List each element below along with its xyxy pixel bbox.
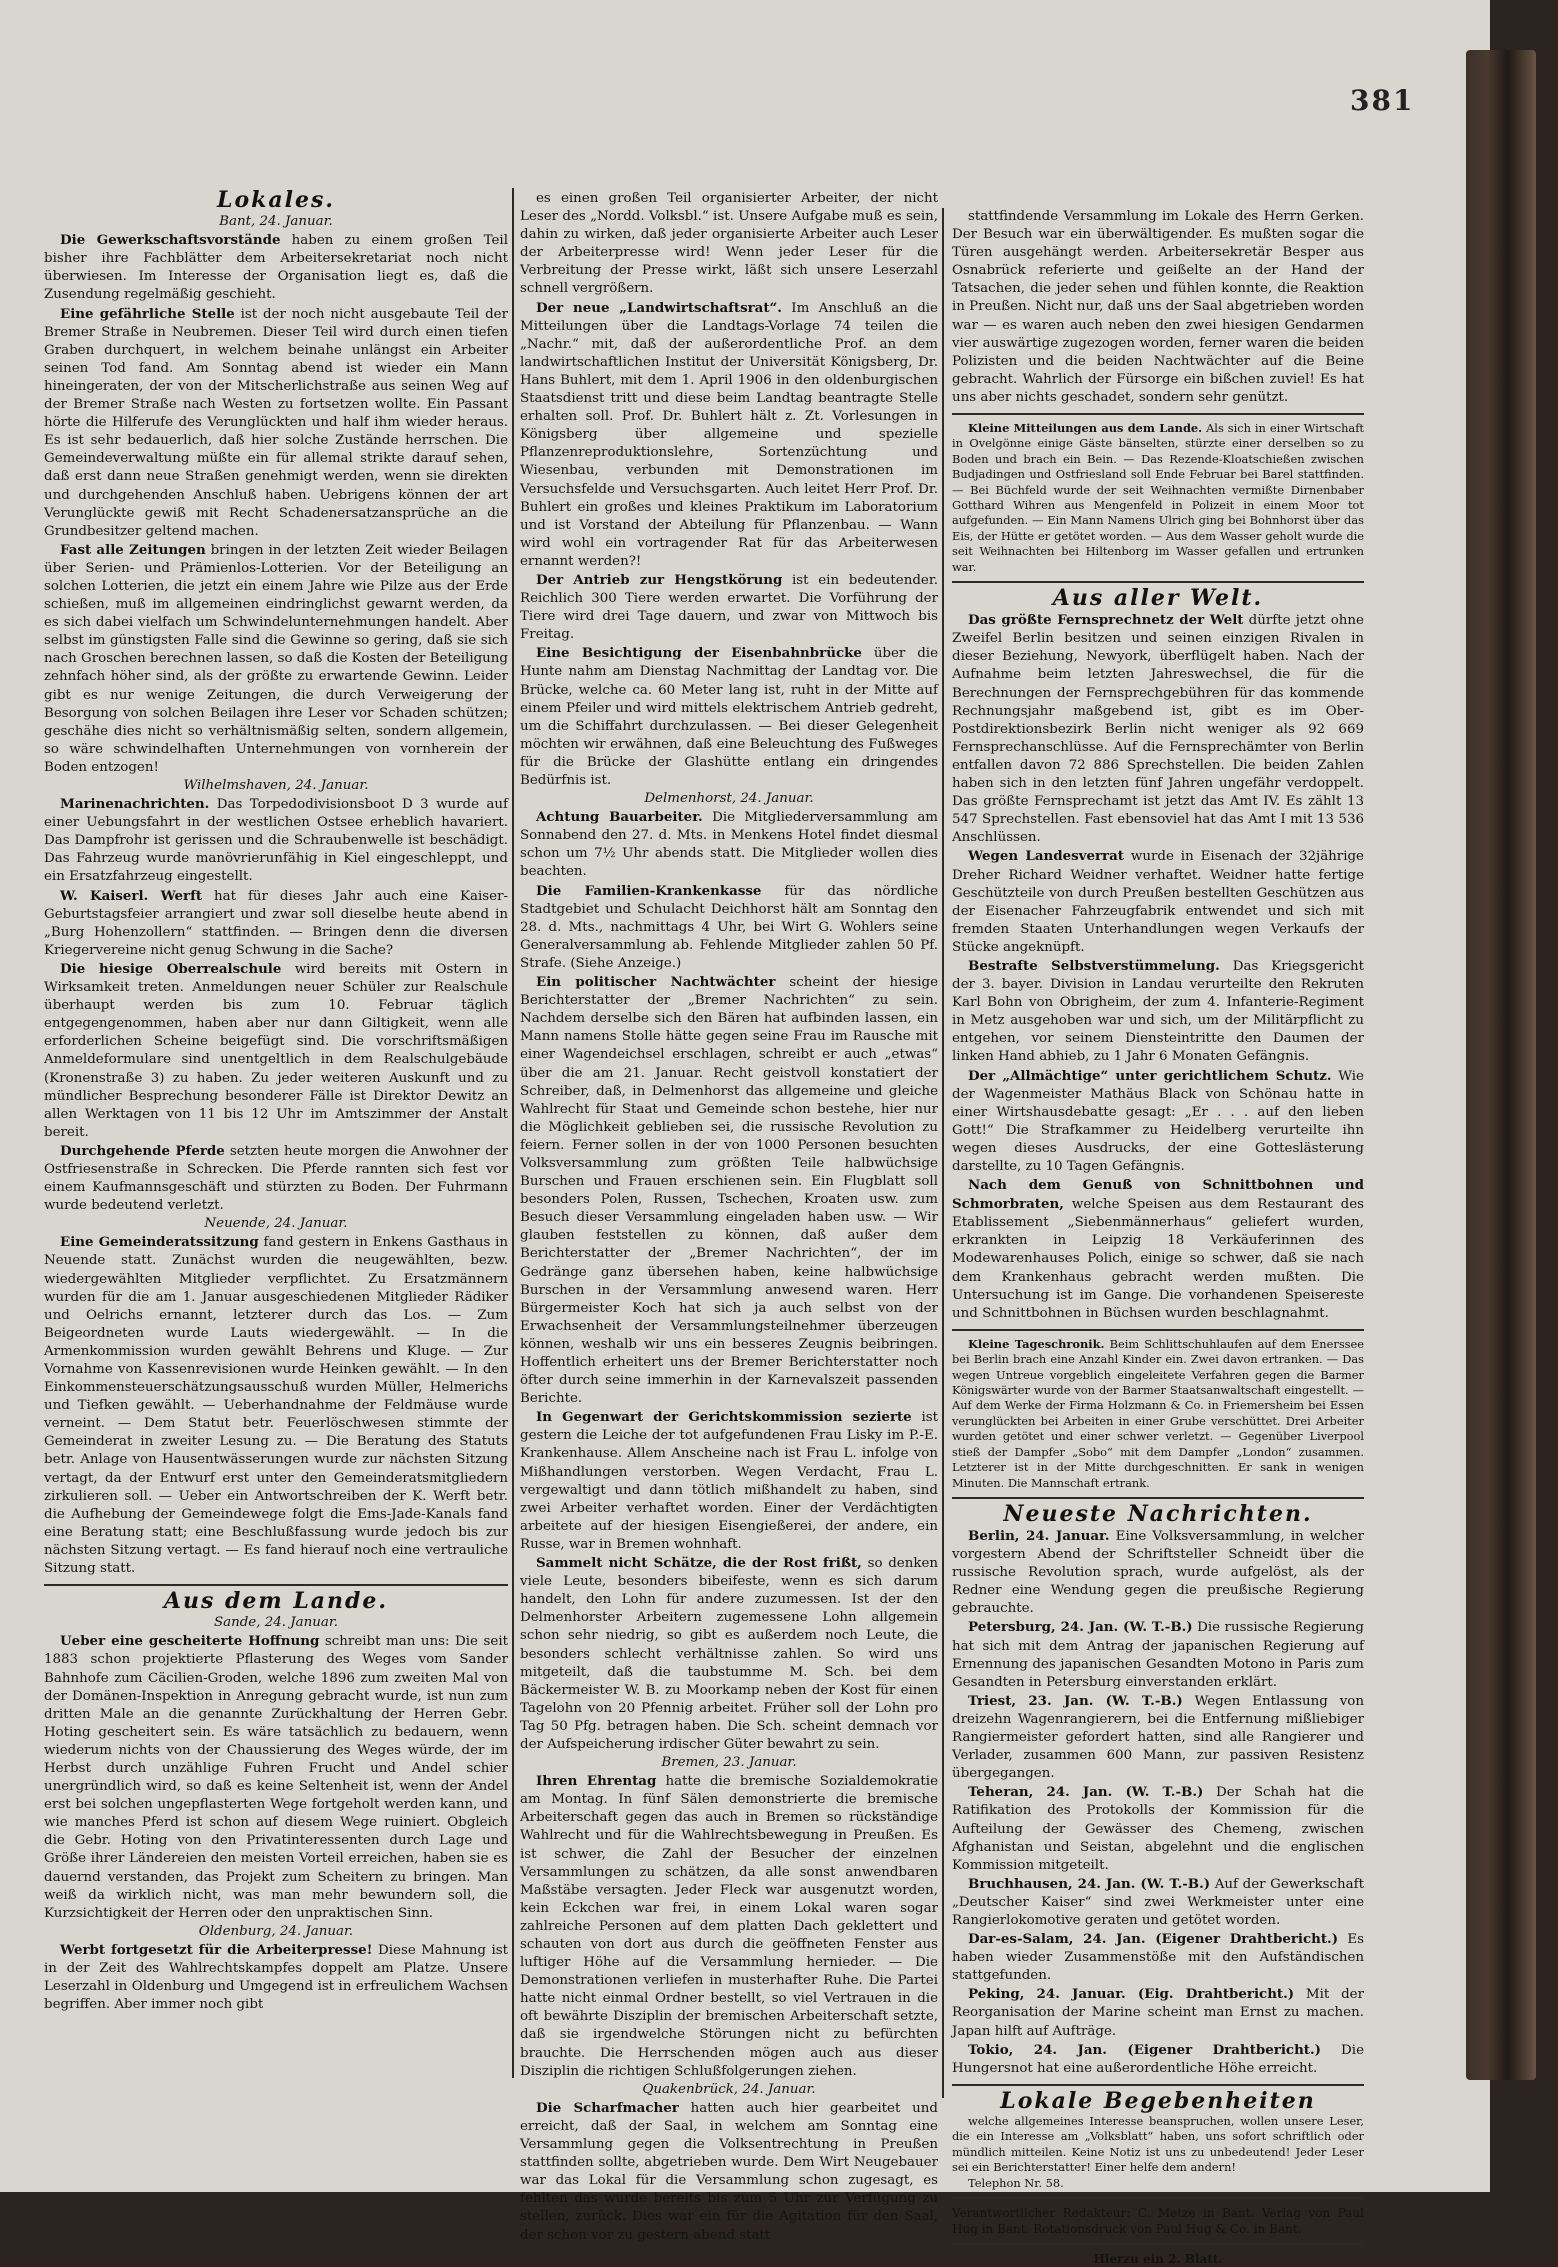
dateline: Sande, 24. Januar. [213,1615,339,1631]
section-title-aus-dem-lande: Aus dem Lande. [163,1588,389,1615]
article: Ein politischer Nachtwächter scheint der hiesige Berichterstatter der „Bremer Nachrichten“ zu sein. Nachdem derselbe sich den Bären hat aufbinden lassen, ein Mann namens Stolle hätte gegen seine Frau im Rausche mit einer Wagendeichsel erschlagen, schreibt er auch „etwas“ über die am 21. Januar. Recht geistvoll konstatiert der Schreiber, daß, in Delmenhorst das allgemeine und gleiche Wahlrecht für Staat und Gemeinde schon bestehe, hier nur die Möglichkeit geblieben sei, die russische Revolution zu feiern. Ferner sollen in der von 1000 Personen besuchten Volksversammlung zum größten Teile halbwüchsige Burschen und Frauen erschienen sein. Ein Flugblatt soll besonders Polen, Russen, Tschechen, Kroaten usw. zum Besuch dieser Versammlung eingeladen haben usw. — Wir glauben feststellen zu können, daß außer dem Berichterstatter der „Bremer Nachrichten“, der im Gedränge ganz übersehen haben, keine halbwüchsige Burschen in der Versammlung anwesend waren. Herr Bürgermeister Koch hat sich ja auch selbst von der Erwachsenheit der Versammlungsteilnehmer überzeugen können, weshalb wir uns ein besseres Zeugnis beibringen. Hoffentlich erheitert uns der Bremer Berichterstatter noch öfter durch seine immerhin in der Karnevalszeit passenden Berichte. [520,974,938,1407]
article: Eine Besichtigung der Eisenbahnbrücke über die Hunte nahm am Dienstag Nachmittag der Landtag vor. Die Brücke, welche ca. 60 Meter lang ist, ruht in der Mitte auf einem Pfeiler und wird mittels elektrischem Antrieb gedreht, um die Schiffahrt durchzulassen. — Bei dieser Gelegenheit möchten wir erwähnen, daß eine Beleuchtung des Fußweges für die Brücke der Glashütte entlang ein dringendes Bedürfnis ist. [520,645,939,788]
news-item: Berlin, 24. Januar. Eine Volksversammlung, in welcher vorgestern Abend der Schriftsteller Schneidt über die russische Revolution sprach, wurde aufgelöst, als der Redner eine Wendung gegen die preußische Regierung gebrauchte. [952,1528,1365,1617]
section-divider [44,1584,508,1586]
section-divider [952,2197,1364,2199]
dateline: Bremen, 23. Januar. [661,1755,797,1771]
news-item: Tokio, 24. Jan. (Eigener Drahtbericht.) Die Hungersnot hat eine außerordentliche Höhe erreicht. [952,2041,1364,2076]
news-item: Petersburg, 24. Jan. (W. T.-B.) Die russische Regierung hat sich mit dem Antrag der japanischen Regierung auf Ernennung des japanischen Gesandten Motono in Paris zum Gesandten in Petersburg einverstanden erklärt. [952,1619,1365,1690]
news-item: Triest, 23. Jan. (W. T.-B.) Wegen Entlassung von dreizehn Wagenrangierern, bei die Entfernung mißliebiger Rangiermeister gefordert hatten, sind alle Rangierer und Verlader, zusammen 600 Mann, zur passiven Resistenz übergegangen. [952,1692,1364,1782]
article: Ueber eine gescheiterte Hoffnung schreibt man uns: Die seit 1883 schon projektierte Pflasterung des Weges vom Sander Bahnhofe zum Cäcilien-Groden, welche 1896 zum zweiten Mal von der Domänen-Inspektion in Anregung gebracht wurde, ist nun zum dritten Male an die genannte Zurückhaltung der Herren Gebr. Hoting gescheitert sein. Es wäre tatsächlich zu bedauern, wenn wiederum nichts von der Chaussierung des Weges würde, der im Herbst durch unzählige Fuhren Frucht und Andel schier unergründlich wird, so daß es keine Seltenheit ist, wenn der Andel erst bei solchen ungepflasterten Wege fortgeholt werden kann, und wie manches Pferd ist schon auf diesem Wege ruiniert. Obgleich die Gebr. Hoting von den Privatinteressenten durch Lage und Größe ihrer Ländereien den meisten Vorteil erreichen, haben sie es dauernd verstanden, das Projekt zum Scheitern zu bringen. Man weiß da wirklich nicht, was man mehr bewundern soll, die Kurzsichtigkeit der Herren oder den unpraktischen Sinn. [44,1633,508,1921]
dateline: Quakenbrück, 24. Januar. [642,2081,816,2097]
section-title-lokales: Lokales. [216,187,336,213]
dateline: Oldenburg, 24. Januar. [198,1923,354,1939]
article: Die Scharfmacher hatten auch hier gearbeitet und erreicht, daß der Saal, in welchem am Sonntag eine Versammlung gegen die Volksentrechtung in Preußen stattfinden sollte, abgetrieben wurde. Dem Wirt Neugebauer war das Lokal für die Versammlung schon zugesagt, es fehlten das wurde bereits bis zum 5 Uhr zur Verfügung zu stellen, zurück. Dies war ein für die Agitation für den Saal, der schon vor zu gestern abend statt [520,2099,938,2243]
article: Der neue „Landwirtschaftsrat“. Im Anschluß an die Mitteilungen über die Landtags-Vorlage 74 teilen die „Nachr.“ mit, daß der außerordentliche Prof. an dem landwirtschaftlichen Institut der Universität Königsberg, Dr. Hans Buhlert, mit dem 1. April 1906 in den oldenburgischen Staatsdienst tritt und diese beim Landtag beantragte Stelle erhalten soll. Prof. Dr. Buhlert hält z. Zt. Vorlesungen in Königsberg über allgemeine und spezielle Pflanzenreproduktionslehre, Sortenzüchtung und Wiesenbau, verbunden mit Demonstrationen im Versuchsfelde und Versuchsgarten. Auch leitet Herr Prof. Dr. Buhlert ein großes und kleines Praktikum im Laboratorium und ist Vorstand der Abteilung für Pflanzenbau. — Wann wird wohl ein vortragender Rat für das Arbeiterwesen ernannt werden?! [520,299,938,569]
section-divider [952,2243,1364,2245]
article: Ihren Ehrentag hatte die bremische Sozialdemokratie am Montag. In fünf Sälen demonstrierte die bremische Arbeiterschaft gegen das auch in Bremen so rückständige Wahlrecht und für die Wahlrechtsbewegung in Preußen. Es ist schwer, die Zahl der Besucher der einzelnen Versammlungen zu schätzen, da alle sonst anwendbaren Maßstäbe versagten. Jeder Fleck war ausgenutzt worden, kein Eckchen war frei, in einem Lokal waren sogar zahlreiche Personen auf dem platten Dach geklettert und schauten von dort aus durch die geöffneten Fenster aus luftiger Höhe auf die Versammlung hernieder. — Die Demonstrationen verliefen in musterhafter Ruhe. Die Partei hatte nicht einmal Ordner bestellt, so viel Vertrauen in die oft bewährte Disziplin der bremischen Arbeiterschaft setzte, daß sie irgendwelche Störungen nicht zu befürchten brauchte. Die Herrschenden mögen auch aus dieser Disziplin die richtigen Schlußfolgerungen ziehen. [520,1773,938,2079]
article: W. Kaiserl. Werft hat für dieses Jahr auch eine Kaiser-Geburtstagsfeier arrangiert und zwar soll dieselbe heute abend in „Burg Hohenzollern“ stattfinden. — Bringen denn die diversen Kriegervereine nicht genug Schwung in die Sache? [44,887,508,958]
dateline: Neuende, 24. Januar. [204,1216,348,1232]
section-divider [952,413,1364,415]
article: Fast alle Zeitungen bringen in der letzten Zeit wieder Beilagen über Serien- und Prämienlos-Lotterien. Vor der Beteiligung an solchen Lotterien, die jetzt ein einem Jahre wie Pilze aus der Erde schießen, muß im allgemeinen eindringlichst gewarnt werden, da es sich dabei vielfach um Schwindelunternehmungen handelt. Aber selbst im günstigsten Falle sind die Gewinne so gering, daß sie sich nach Groschen berechnen lassen, so daß die Kosten der Beteiligung zehnfach höher sind, als der größte zu erwartende Gewinn. Leider gibt es nur wenige Zeitungen, die durch Verweigerung der Besorgung von solchen Beilagen ihre Leser vor Schaden schützen; geschähe dies nicht so verhältnismäßig selten, sondern allgemein, so wäre schwindelhaften Unternehmungen von vornherein der Boden entzogen! [44,541,508,775]
column-2 [520,190,939,2243]
column-rule [512,188,514,2078]
section-title-lokale-begebenheiten: Lokale Begebenheiten [1000,2087,1316,2114]
column-1 [44,185,508,2075]
section-divider [952,1329,1364,1331]
news-item: Teheran, 24. Jan. (W. T.-B.) Der Schah hat die Ratifikation des Protokolls der Kommission für die Aufteilung der Gewässer des Chemeng, zwischen Afghanistan und Seistan, abgelehnt und die englischen Kommission mitgeteilt. [952,1784,1364,1873]
article: Nach dem Genuß von Schnittbohnen und Schmorbraten, welche Speisen aus dem Restaurant des Etablissement „Siebenmännerhaus“ geliefert wurden, erkrankten in Leipzig 18 Verkäuferinnen des Modewarenhauses Polich, einige so schwer, daß sie nach dem Krankenhaus gebracht werden mußten. Die Untersuchung ist im Gange. Die vorhandenen Speisereste und Schnittbohnen in Büchsen wurden beschlagnahmt. [952,1177,1364,1321]
article: Achtung Bauarbeiter. Die Mitgliederversammlung am Sonnabend den 27. d. Mts. in Menkens Hotel findet diesmal schon um 7½ Uhr abends statt. Die Mitglieder wollen dies beachten. [520,809,939,880]
article: In Gegenwart der Gerichtskommission sezierte ist gestern die Leiche der tot aufgefundenen Frau Lisky im P.-E. Krankenhause. Allem Anscheine nach ist Frau L. infolge von Mißhandlungen verstorben. Wegen Verdacht, Frau L. vergewaltigt und dann tötlich mißhandelt zu haben, sind zwei Arbeiter verhaftet worden. Einer der Verdächtigten arbeitete auf der hiesigen Eisengießerei, der andere, ein Russe, war in Bremen wohnhaft. [520,1409,938,1552]
reader-appeal: welche allgemeines Interesse beanspruchen, wollen unsere Leser, die ein Interesse am „Volksblatt“ haben, uns sofort schriftlich oder mündlich mitteilen. Keine Notiz ist uns zu unbedeutend! Jeder Leser sei ein Berichterstatter! Einer helfe dem andern! [952,2113,1364,2175]
article: es einen großen Teil organisierter Arbeiter, der nicht Leser des „Nordd. Volksbl.“ ist. Unsere Aufgabe muß es sein, dahin zu wirken, daß jeder organisierte Arbeiter auch Leser der Arbeiterpresse wird! Wenn jeder Leser für die Verbreitung der Presse wirkt, läßt sich unsere Leserzahl schnell vergrößern. [520,191,938,297]
article: Marinenachrichten. Das Torpedodivisionsboot D 3 wurde auf einer Uebungsfahrt in der westlichen Ostsee erheblich havariert. Das Dampfrohr ist gerissen und die Schraubenwelle ist beschädigt. Das Fahrzeug wurde manövrierunfähig in Kiel eingeschleppt, und ein Ersatzfahrzeug eingestellt. [44,796,508,885]
section-title-neueste-nachrichten: Neueste Nachrichten. [1003,1500,1313,1527]
article: Die hiesige Oberrealschule wird bereits mit Ostern in Wirksamkeit treten. Anmeldungen neuer Schüler zur Realschule überhaupt werden bis zum 10. Februar täglich entgegengenommen, haben aber nur dann Giltigkeit, wenn alle erforderlichen Scheine beigefügt sind. Die vorschriftsmäßigen Anmeldeformulare sind unentgeltlich in dem Realschulgebäude (Kronenstraße 3) zu haben. Zu jeder weiteren Auskunft und zu mündlicher Besprechung besonderer Fälle ist Direktor Dewitz an allen Werktagen von 11 bis 12 Uhr im Amtszimmer der Anstalt bereit. [44,960,508,1140]
supplement-note: Hierzu ein 2. Blatt. [1093,2251,1223,2266]
column-rule [942,208,944,2098]
news-item: Dar-es-Salam, 24. Jan. (Eigener Drahtbericht.) Es haben wieder Zusammenstöße mit den Aufständischen stattgefunden. [952,1931,1364,1984]
short-notes: Kleine Mitteilungen aus dem Lande. Als sich in einer Wirtschaft in Ovelgönne einige Gäste bänselten, stürzte einer derselben so zu Boden und brach ein Bein. — Das Rezende-Kloatschießen zwischen Budjadingen und Ostfriesland soll Ende Februar bei Barel stattfinden. — Bei Büchfeld wurde der seit Weihnachten vermißte Dirnenbaber Gotthard Wihren aus Mengenfeld in Polizeit in einem Moor tot aufgefunden. — Ein Mann Namens Ulrich ging bei Bohnhorst über das Eis, der Hütte er getötet worden. — Aus dem Wasser geholt wurde die seit Weihnachten bei Hiltenborg im Wasser gefallen und ertrunken war. [952,421,1365,574]
section-divider [952,2084,1364,2086]
article: Wegen Landesverrat wurde in Eisenach der 32jährige Dreher Richard Weidner verhaftet. Weidner hatte fertige Geschützteile von durch Preußen bestellten Geschützen aus der Eisenacher Fahrzeugfabrik entwendet und sich mit fremden Staaten Unterhandlungen wegen Verkaufs der Stücke angeknüpft. [952,848,1364,955]
book-binding [1466,50,1536,2080]
telephone-number: Telephon Nr. 58. [968,2175,1064,2190]
article: Das größte Fernsprechnetz der Welt dürfte jetzt ohne Zweifel Berlin besitzen und seinen einzigen Rivalen in dieser Beziehung, Newyork, überflügelt haben. Nach der Aufnahme beim letzten Jahreswechsel, die für die Berechnungen der Fernsprechgebühren für das kommende Rechnungsjahr maßgebend ist, gibt es im Ober-Postdirektionsbezirk Berlin nicht weniger als 92 669 Fernsprechanschlüsse. Auf die Fernsprechämter von Berlin entfallen davon 72 886 Sprechstellen. Die beiden Zahlen haben sich in den letzten fünf Jahren ungefähr verdoppelt. Das größte Fernsprechamt ist jetzt das Amt IV. Es zählt 13 547 Sprechstellen. Fast ebensoviel hat das Amt I mit 13 536 Anschlüssen. [952,612,1364,846]
news-item: Bruchhausen, 24. Jan. (W. T.-B.) Auf der Gewerkschaft „Deutscher Kaiser“ sind zwei Werkmeister unter eine Rangierlokomotive geraten und getötet worden. [952,1875,1364,1928]
page-number: 381 [1350,84,1415,117]
article: Der „Allmächtige“ unter gerichtlichem Schutz. Wie der Wagenmeister Mathäus Black von Schönau hatte in einer Wirtshausdebatte gesagt: „Er . . . auf den lieben Gott!“ Die Strafkammer zu Heidelberg verurteilte ihn wegen dieses Ausdrucks, der eine Gotteslästerung darstellte, zu 10 Tagen Gefängnis. [952,1067,1364,1174]
article: Durchgehende Pferde setzten heute morgen die Anwohner der Ostfriesenstraße in Schrecken. Die Pferde rannten sich fest vor einem Kaufmannsgeschäft und stürzten zu Boden. Der Fuhrmann wurde bedeutend verletzt. [44,1142,508,1214]
article: Eine Gemeinderatssitzung fand gestern in Enkens Gasthaus in Neuende statt. Zunächst wurden die neugewählten, bezw. wiedergewählten Mitglieder verpflichtet. Zu Ersatzmännern wurden für die am 1. Januar ausgeschiedenen Mitglieder Rädiker und Oelrichs ernannt, letzterer durch das Los. — Zum Beigeordneten wurde Lauts wiedergewählt. — In die Armenkommission wurden gewählt Behrens und Kluge. — Zur Vornahme von Kassenrevisionen wurde Heinken gewählt. — In den Einkommensteuerschätzungsausschuß wurden Müller, Helmerichs und Tiefken gewählt. — Ueberhandnahme der Feldmäuse wurde verneint. — Dem Statut betr. Feuerlöschwesen stimmte der Gemeinderat in zweiter Lesung zu. — Die Beratung des Statuts betr. Anlage von Hausentwässerungen wurde zur nächsten Sitzung vertagt, da der Entwurf erst unter den Gemeinderatsmitgliedern zirkulieren soll. — Ueber ein Antwortschreiben der K. Werft betr. die Aufhebung der Gemeindewege folgt die Ems-Jade-Kanals fand eine Beratung statt; eine Beschlußfassung wurde jedoch bis zur nächsten Sitzung vertagt. — Es fand hierauf noch eine vertrauliche Sitzung statt. [44,1234,508,1577]
section-divider [952,1497,1364,1499]
article: Der Antrieb zur Hengstkörung ist ein bedeutender. Reichlich 300 Tiere werden erwartet. Die Vorführung der Tiere wird drei Tage dauern, und zwar von Mittwoch bis Freitag. [520,571,938,643]
article: Die Familien-Krankenkasse für das nördliche Stadtgebiet und Schulacht Deichhorst hält am Sonntag den 28. d. Mts., nachmittags 4 Uhr, bei Wirt G. Wohlers seine Generalversammlung ab. Fehlende Mitglieder zahlen 50 Pf. Strafe. (Siehe Anzeige.) [520,882,938,971]
short-notes: Kleine Tageschronik. Beim Schlittschuhlaufen auf dem Enerssee bei Berlin brach eine Anzahl Kinder ein. Zwei davon ertranken. — Das wegen Untreue vorgeblich eingeleitete Verfahren gegen die Barmer Königswärter wurde von der Barmer Staatsanwaltschaft eingestellt. — Auf dem Werke der Firma Holzmann & Co. in Friemersheim bei Essen verunglückten bei Arbeiten in einer Grube verschüttet. Drei Arbeiter wurden getötet und einer schwer verletzt. — Gegenüber Liverpool stieß der Dampfer „Sobo“ mit dem Dampfer „London“ zusammen. Letzterer ist in der Mitte durchgeschnitten. Er sank in wenigen Minuten. Die Mannschaft ertrank. [952,1336,1365,1490]
article: Werbt fortgesetzt für die Arbeiterpresse! Diese Mahnung ist in der Zeit des Wahlrechtskampfes doppelt am Platze. Unsere Leserzahl in Oldenburg und Umgegend ist in erfreulichem Wachsen begriffen. Aber immer noch gibt [44,1941,508,2013]
section-divider [952,581,1364,583]
column-3 [952,208,1365,2266]
imprint: Verantwortlicher Redakteur: C. Metze in Bant. Verlag von Paul Hug in Bant. Rotationsdruck von Paul Hug & Co. in Bant. [952,2205,1364,2236]
article: Bestrafte Selbstverstümmelung. Das Kriegsgericht der 3. bayer. Division in Landau verurteilte den Rekruten Karl Bohn von Obrigheim, der zum 4. Infanterie-Regiment in Metz ausgehoben war und sich, um der Militärpflicht zu entgehen, vor seinem Diensteintritte den Daumen der linken Hand abhieb, zu 1 Jahr 6 Monaten Gefängnis. [952,957,1365,1065]
article: Eine gefährliche Stelle ist der noch nicht ausgebaute Teil der Bremer Straße in Neubremen. Dieser Teil wird durch einen tiefen Graben durchquert, in welchem beinahe unlängst ein Arbeiter seinen Tod fand. Am Sonntag abend ist wieder ein Mann hineingeraten, der von der Mitscherlichstraße aus seinen Weg auf der Bremer Straße nach Westen zu fortsetzen wollte. Ein Passant hörte die Hilferufe des Verunglückten und half ihm wieder heraus. Es ist sehr bedauerlich, daß hier solche Zustände herrschen. Die Gemeindeverwaltung müßte ein für allemal strikte darauf sehen, daß erst dann neue Straßen genehmigt werden, wenn sie direkten und durchgehenden Anschluß haben. Uebrigens können der art Verunglückte gewiß mit Recht Schadenersatzansprüche an die Grundbesitzer geltend machen. [44,305,508,539]
dateline: Delmenhorst, 24. Januar. [644,791,814,807]
section-title-aus-aller-welt: Aus aller Welt. [1052,585,1264,612]
news-item: Peking, 24. Januar. (Eig. Drahtbericht.) Mit der Reorganisation der Marine scheint man Ernst zu machen. Japan hilft auf Aufträge. [952,1986,1364,2039]
dateline: Bant, 24. Januar. [219,214,333,230]
article: stattfindende Versammlung im Lokale des Herrn Gerken. Der Besuch war ein überwältigender. Es mußten sogar die Türen ausgehängt werden. Arbeitersekretär Besper aus Osnabrück referierte und geißelte an der Hand der Tatsachen, die jeder sehen und fühlen konnte, die Reaktion in Preußen. Nicht nur, daß uns der Saal abgetrieben worden war — es waren auch neben den zwei hiesigen Gendarmen vier auswärtige zugezogen worden, ferner waren die beiden Polizisten und die beiden Nachtwächter auf die Beine gebracht. Wahrlich der Fürsorge ein bißchen zuviel! Es hat uns aber nichts geschadet, sondern sehr genützt. [952,209,1365,405]
dateline: Wilhelmshaven, 24. Januar. [183,778,369,793]
article: Die Gewerkschaftsvorstände haben zu einem großen Teil bisher ihre Fachblätter dem Arbeitersekretariat noch nicht überwiesen. Im Interesse der Organisation liegt es, daß die Zusendung regelmäßig geschieht. [44,232,508,303]
article: Sammelt nicht Schätze, die der Rost frißt, so denken viele Leute, besonders bibeifeste, wenn es sich darum handelt, den Lohn für andere zuzumessen. Ist der den Delmenhorster Arbeitern zugemessene Lohn allgemein schon sehr niedrig, so gibt es außerdem noch Leute, die besonders schlecht verhältnisse zahlen. So wird uns mitgeteilt, daß die taubstumme M. Sch. bei dem Bäckermeister W. B. zu Moorkamp neben der Kost für einen Tagelohn von 20 Pfennig arbeitet. Früher soll der Lohn pro Tag 50 Pfg. betragen haben. Die Sch. scheint demnach vor der Aufspeicherung irdischer Güter bewahrt zu sein. [520,1555,938,1752]
